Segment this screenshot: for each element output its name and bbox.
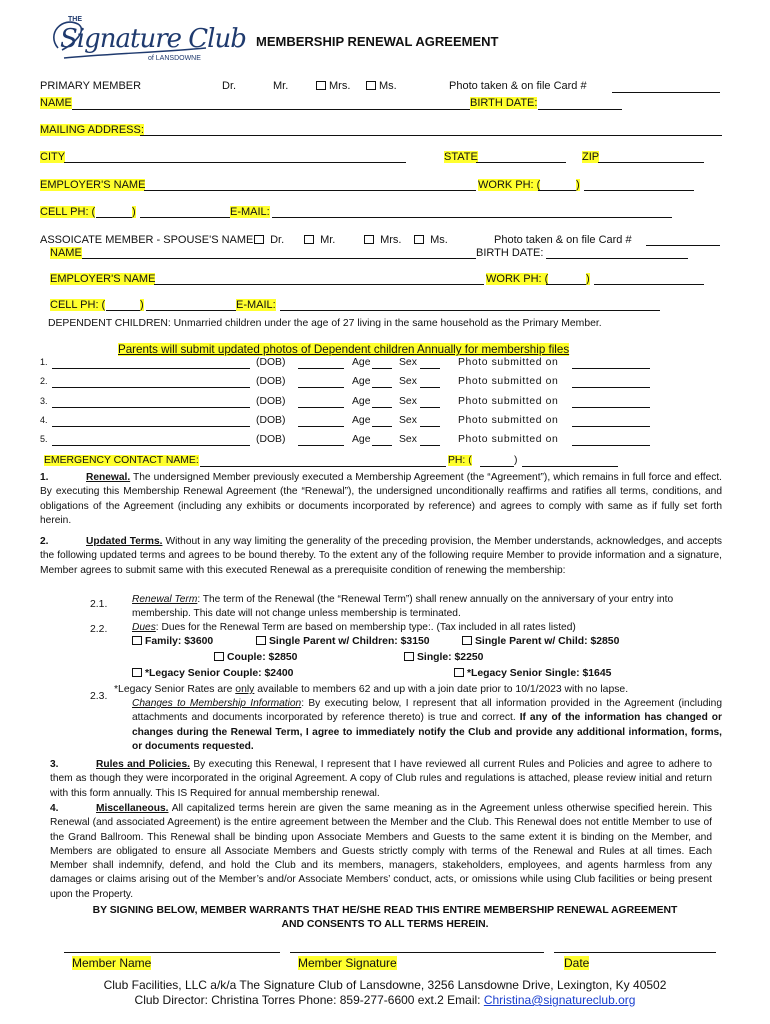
dr-checkbox[interactable] bbox=[254, 235, 264, 244]
footer-address: Club Facilities, LLC a/k/a The Signature Club of Lansdowne, 3256 Lansdowne Drive, Lexington, Ky 40502 bbox=[103, 978, 667, 992]
dues-single-parent-children[interactable] bbox=[256, 636, 430, 647]
child-dob-field[interactable] bbox=[298, 368, 344, 369]
work-ph-field[interactable] bbox=[584, 190, 694, 191]
member-name-signature-line[interactable] bbox=[64, 952, 280, 953]
mailing-label: MAILING ADDRESS: bbox=[40, 124, 144, 136]
cell-ph-area-field[interactable] bbox=[96, 217, 132, 218]
associate-cell-ph-label: CELL PH: ( bbox=[50, 299, 106, 311]
associate-name-label: NAME bbox=[50, 247, 82, 259]
section-4-heading: Miscellaneous. bbox=[96, 803, 169, 814]
child-sex-field[interactable] bbox=[420, 407, 440, 408]
section-4 bbox=[50, 802, 712, 902]
associate-card-field[interactable] bbox=[646, 245, 720, 246]
child-age-field[interactable] bbox=[372, 445, 392, 446]
legacy-note-b: available to members 62 and up with a join date prior to 10/1/2023 with no lapse. bbox=[254, 684, 629, 695]
child-dob-label: (DOB) bbox=[256, 434, 286, 445]
section-2-heading: Updated Terms. bbox=[86, 536, 163, 547]
legacy-note-a: *Legacy Senior Rates are bbox=[114, 684, 236, 695]
club-logo bbox=[44, 8, 246, 68]
logo-the: THE bbox=[68, 16, 82, 23]
associate-ms-option[interactable] bbox=[414, 234, 448, 246]
associate-employer-label: EMPLOYER'S NAME bbox=[50, 273, 156, 285]
emergency-ph-area-field[interactable] bbox=[480, 466, 514, 467]
section-1 bbox=[40, 471, 722, 528]
zip-field[interactable] bbox=[598, 162, 704, 163]
associate-work-ph-field[interactable] bbox=[594, 284, 704, 285]
child-age-field[interactable] bbox=[372, 426, 392, 427]
warrant-line-1: BY SIGNING BELOW, MEMBER WARRANTS THAT HE/SHE READ THIS ENTIRE MEMBERSHIP RENEWAL AGREEMENT bbox=[92, 905, 678, 916]
logo-name: Signature Club bbox=[60, 24, 246, 54]
emergency-ph-close: ) bbox=[514, 455, 518, 466]
child-sex-label: Sex bbox=[399, 357, 417, 368]
child-age-label: Age bbox=[352, 434, 371, 445]
child-dob-label: (DOB) bbox=[256, 396, 286, 407]
associate-work-ph-area-field[interactable] bbox=[546, 284, 586, 285]
mr-label: Mr. bbox=[320, 234, 336, 246]
date-signature-line[interactable] bbox=[554, 952, 716, 953]
associate-email-field[interactable] bbox=[280, 310, 660, 311]
child-sex-label: Sex bbox=[399, 396, 417, 407]
page-title: MEMBERSHIP RENEWAL AGREEMENT bbox=[256, 34, 499, 49]
section-2-3 bbox=[132, 697, 722, 754]
child-number: 2. bbox=[40, 376, 48, 386]
ms-checkbox[interactable] bbox=[414, 235, 424, 244]
associate-mr-option[interactable] bbox=[304, 234, 335, 246]
s22-heading: Dues bbox=[132, 622, 156, 633]
child-name-field[interactable] bbox=[52, 387, 250, 388]
section-2-text: Without in any way limiting the generality of the preceding provision, the Member understands, acknowledges, and accepts the following updated terms and agrees to be bound thereby. To the extent any of the following require Member to provide information and a signature, Member agrees to submit same with this executed Renewal as a prerequisite condition of renewing the membership: bbox=[40, 536, 722, 576]
footer-email-link[interactable]: Christina@signatureclub.org bbox=[483, 993, 636, 1007]
sp-children-label: Single Parent w/ Children: $3150 bbox=[269, 636, 430, 647]
child-dob-field[interactable] bbox=[298, 445, 344, 446]
child-number: 5. bbox=[40, 434, 48, 444]
primary-photo-card-label: Photo taken & on file Card # bbox=[449, 80, 587, 92]
child-dob-label: (DOB) bbox=[256, 357, 286, 368]
s23-text: : By executing below, I represent that all information provided in the Agreement (including attachments and documents incorporated by reference thereto) is true and correct. bbox=[132, 698, 722, 724]
primary-mr: Mr. bbox=[273, 80, 289, 92]
emergency-name-field[interactable] bbox=[200, 466, 446, 467]
associate-photo-card-label: Photo taken & on file Card # bbox=[494, 234, 632, 246]
section-2-num: 2. bbox=[40, 536, 49, 547]
child-name-field[interactable] bbox=[52, 407, 250, 408]
child-photo-label: Photo submitted on bbox=[458, 396, 559, 407]
child-dob-field[interactable] bbox=[298, 387, 344, 388]
section-1-text: The undersigned Member previously executed a Membership Agreement (the “Agreement”), which remains in full force and effect. By executing this Membership Renewal Agreement (the “Renewal”), the undersigned unconditionally reaffirms and ratifies all terms, conditions, and obligations of the Agreement (including any exhibits or documents incorporated by reference) and agrees to comply with same as if fully set forth herein. bbox=[40, 472, 722, 526]
associate-birth-label: BIRTH DATE: bbox=[476, 247, 544, 259]
child-name-field[interactable] bbox=[52, 426, 250, 427]
cell-ph-label: CELL PH: ( bbox=[40, 206, 96, 218]
warrant-line-2: AND CONSENTS TO ALL TERMS HEREIN. bbox=[281, 919, 489, 930]
child-photo-date-field[interactable] bbox=[572, 368, 650, 369]
child-photo-date-field[interactable] bbox=[572, 407, 650, 408]
primary-card-field[interactable] bbox=[612, 92, 720, 93]
s21-num: 2.1. bbox=[90, 599, 108, 610]
sp-child-checkbox[interactable] bbox=[462, 636, 472, 645]
primary-dr: Dr. bbox=[222, 80, 237, 92]
associate-employer-field[interactable] bbox=[154, 284, 484, 285]
ms-label: Ms. bbox=[430, 234, 448, 246]
child-dob-field[interactable] bbox=[298, 426, 344, 427]
photo-notice: Parents will submit updated photos of Dependent children Annually for membership files bbox=[118, 343, 570, 356]
mrs-checkbox[interactable] bbox=[316, 81, 326, 90]
associate-cell-ph-close: ) bbox=[140, 299, 144, 311]
child-number: 1. bbox=[40, 357, 48, 367]
child-age-label: Age bbox=[352, 357, 371, 368]
child-sex-field[interactable] bbox=[420, 368, 440, 369]
mrs-label: Mrs. bbox=[329, 80, 351, 92]
child-photo-date-field[interactable] bbox=[572, 426, 650, 427]
member-signature-label: Member Signature bbox=[298, 956, 397, 970]
section-2 bbox=[40, 535, 722, 578]
s21-heading: Renewal Term bbox=[132, 594, 198, 605]
footer-contact bbox=[0, 993, 770, 1007]
primary-name-label: NAME bbox=[40, 97, 72, 109]
section-3-text: By executing this Renewal, I represent that I have reviewed all current Rules and Policies and agree to adhere to them as though they were incorporated in the original Agreement. A copy of Club rules and regulations is attached, please review initial and return with this form annually. This IS Required for annual membership renewal. bbox=[50, 759, 712, 799]
child-dob-label: (DOB) bbox=[256, 415, 286, 426]
zip-label: ZIP bbox=[582, 151, 600, 163]
child-number: 3. bbox=[40, 396, 48, 406]
child-age-field[interactable] bbox=[372, 407, 392, 408]
emergency-ph-field[interactable] bbox=[522, 466, 618, 467]
couple-label: Couple: $2850 bbox=[227, 652, 298, 663]
section-3-heading: Rules and Policies. bbox=[96, 759, 190, 770]
section-4-num: 4. bbox=[50, 803, 59, 814]
child-age-field[interactable] bbox=[372, 368, 392, 369]
single-checkbox[interactable] bbox=[404, 652, 414, 661]
child-age-label: Age bbox=[352, 415, 371, 426]
dues-single-parent-child[interactable] bbox=[462, 636, 619, 647]
section-1-num: 1. bbox=[40, 472, 49, 483]
legacy-single-label: *Legacy Senior Single: $1645 bbox=[467, 668, 612, 679]
family-label: Family: $3600 bbox=[145, 636, 214, 647]
city-field[interactable] bbox=[64, 162, 406, 163]
associate-name-field[interactable] bbox=[82, 258, 476, 259]
logo-sub: of LANSDOWNE bbox=[148, 55, 201, 62]
section-2-2 bbox=[132, 621, 722, 635]
child-sex-field[interactable] bbox=[420, 426, 440, 427]
primary-ms-option[interactable] bbox=[366, 80, 397, 92]
s22-text: : Dues for the Renewal Term are based on membership type:. (Tax included in all rates listed) bbox=[155, 622, 576, 633]
s23-bold: If any of the information has changed or changes during the Renewal Term, I agree to immediately notify the Club and provide any additional information, forms, or documents requested. bbox=[132, 712, 722, 752]
dues-legacy-single[interactable] bbox=[454, 668, 611, 679]
mrs-label: Mrs. bbox=[380, 234, 402, 246]
mailing-field[interactable] bbox=[140, 135, 722, 136]
s23-heading: Changes to Membership Information bbox=[132, 698, 302, 709]
email-field[interactable] bbox=[272, 217, 672, 218]
member-signature-line[interactable] bbox=[290, 952, 544, 953]
couple-checkbox[interactable] bbox=[214, 652, 224, 661]
primary-name-field[interactable] bbox=[72, 109, 470, 110]
child-photo-date-field[interactable] bbox=[572, 387, 650, 388]
dues-legacy-couple[interactable] bbox=[132, 668, 293, 679]
section-4-text: All capitalized terms herein are given the same meaning as in the Agreement unless otherwise specified herein. This Renewal (and associated Agreement) is the entire agreement between the Member and the Club. This Renewal does not entitle Member to use of the Grand Ballroom. This Renewal shall be binding upon Associate Members and Guests to the same extent it is binding on the Member, and Members are obligated to ensure all Associate Members and Guests strictly comply with terms of the Renewal and Rules at all times. Each Member shall indemnify, defend, and hold the Club and its members, managers, stakeholders, employees, and agents harmless from any damages or claims arising out of the Member’s and/or Associate Members’ conduct, acts, or omissions while using Club facilities or being present upon the Property. bbox=[50, 803, 712, 900]
cell-ph-field[interactable] bbox=[140, 217, 230, 218]
primary-mrs-option[interactable] bbox=[316, 80, 350, 92]
child-name-field[interactable] bbox=[52, 368, 250, 369]
dr-label: Dr. bbox=[270, 234, 285, 246]
child-sex-field[interactable] bbox=[420, 445, 440, 446]
family-checkbox[interactable] bbox=[132, 636, 142, 645]
child-age-label: Age bbox=[352, 396, 371, 407]
mrs-checkbox[interactable] bbox=[364, 235, 374, 244]
email-label: E-MAIL: bbox=[230, 206, 270, 218]
associate-birth-field[interactable] bbox=[546, 258, 688, 259]
child-age-label: Age bbox=[352, 376, 371, 387]
s23-num: 2.3. bbox=[90, 691, 108, 702]
sp-children-checkbox[interactable] bbox=[256, 636, 266, 645]
single-label: Single: $2250 bbox=[417, 652, 484, 663]
child-sex-field[interactable] bbox=[420, 387, 440, 388]
dues-family[interactable] bbox=[132, 636, 213, 647]
primary-birth-field[interactable] bbox=[538, 109, 622, 110]
state-field[interactable] bbox=[476, 162, 566, 163]
associate-mrs-option[interactable] bbox=[364, 234, 401, 246]
s21-text: : The term of the Renewal (the “Renewal Term”) shall renew annually on the anniversary of your entry into membership. This date will not change unless membership is terminated. bbox=[132, 594, 674, 620]
section-3-num: 3. bbox=[50, 759, 59, 770]
employer-label: EMPLOYER'S NAME bbox=[40, 179, 146, 191]
legacy-couple-checkbox[interactable] bbox=[132, 668, 142, 677]
s22-num: 2.2. bbox=[90, 624, 108, 635]
dues-single[interactable] bbox=[404, 652, 483, 663]
child-photo-label: Photo submitted on bbox=[458, 415, 559, 426]
associate-work-ph-close: ) bbox=[586, 273, 590, 285]
child-dob-field[interactable] bbox=[298, 407, 344, 408]
dues-couple[interactable] bbox=[214, 652, 297, 663]
sp-child-label: Single Parent w/ Child: $2850 bbox=[475, 636, 620, 647]
legacy-couple-label: *Legacy Senior Couple: $2400 bbox=[145, 668, 294, 679]
work-ph-label: WORK PH: ( bbox=[478, 179, 541, 191]
child-photo-label: Photo submitted on bbox=[458, 376, 559, 387]
primary-birth-label: BIRTH DATE: bbox=[470, 97, 538, 109]
footer-contact-text: Club Director: Christina Torres Phone: 859-277-6600 ext.2 Email: bbox=[134, 993, 484, 1007]
associate-email-label: E-MAIL: bbox=[236, 299, 276, 311]
section-2-1 bbox=[132, 593, 722, 622]
child-age-field[interactable] bbox=[372, 387, 392, 388]
child-photo-date-field[interactable] bbox=[572, 445, 650, 446]
state-label: STATE bbox=[444, 151, 478, 163]
child-photo-label: Photo submitted on bbox=[458, 357, 559, 368]
child-sex-label: Sex bbox=[399, 376, 417, 387]
member-name-label: Member Name bbox=[72, 956, 152, 970]
work-ph-area-field[interactable] bbox=[538, 190, 576, 191]
emergency-ph-label: PH: ( bbox=[448, 455, 472, 466]
associate-work-ph-label: WORK PH: ( bbox=[486, 273, 549, 285]
child-sex-label: Sex bbox=[399, 415, 417, 426]
dependent-note: DEPENDENT CHILDREN: Unmarried children under the age of 27 living in the same household as the Primary Member. bbox=[48, 318, 602, 329]
section-1-heading: Renewal. bbox=[86, 472, 131, 483]
section-3 bbox=[50, 758, 712, 801]
associate-cell-ph-area-field[interactable] bbox=[106, 310, 140, 311]
legacy-note bbox=[114, 684, 628, 695]
primary-member-label: PRIMARY MEMBER bbox=[40, 80, 142, 92]
associate-cell-ph-field[interactable] bbox=[146, 310, 236, 311]
legacy-single-checkbox[interactable] bbox=[454, 668, 464, 677]
city-label: CITY bbox=[40, 151, 66, 163]
child-dob-label: (DOB) bbox=[256, 376, 286, 387]
associate-dr-option[interactable] bbox=[254, 234, 284, 246]
emergency-label: EMERGENCY CONTACT NAME: bbox=[44, 455, 199, 466]
legacy-note-only: only bbox=[235, 684, 255, 695]
work-ph-close: ) bbox=[576, 179, 580, 191]
date-label: Date bbox=[564, 956, 590, 970]
ms-label: Ms. bbox=[379, 80, 397, 92]
cell-ph-close: ) bbox=[132, 206, 136, 218]
child-number: 4. bbox=[40, 415, 48, 425]
ms-checkbox[interactable] bbox=[366, 81, 376, 90]
employer-field[interactable] bbox=[144, 190, 476, 191]
child-sex-label: Sex bbox=[399, 434, 417, 445]
child-photo-label: Photo submitted on bbox=[458, 434, 559, 445]
associate-label: ASSOICATE MEMBER - SPOUSE'S NAME bbox=[40, 234, 254, 246]
child-name-field[interactable] bbox=[52, 445, 250, 446]
mr-checkbox[interactable] bbox=[304, 235, 314, 244]
